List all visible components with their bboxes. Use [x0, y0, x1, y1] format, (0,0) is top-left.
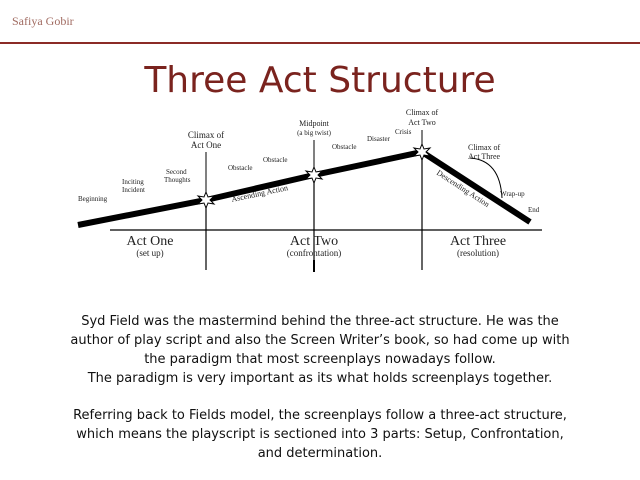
act-three-sub: (resolution) — [457, 248, 499, 258]
label-climax2-2: Act Two — [408, 118, 436, 127]
label-descending: Descending Action — [434, 168, 492, 209]
label-climax1-1: Climax of — [187, 130, 225, 140]
act-one-name: Act One — [126, 234, 174, 249]
label-beginning: Beginning — [78, 195, 108, 203]
label-disaster: Disaster — [367, 135, 390, 143]
three-act-diagram — [70, 100, 550, 280]
model-line: which means the playscript is sectioned into 3 parts: Setup, Confrontation, — [76, 427, 564, 442]
header-divider — [0, 42, 640, 44]
author-name: Safiya Gobir — [12, 14, 74, 28]
label-obstacle-b: Obstacle — [263, 156, 288, 164]
intro-line: The paradigm is very important as its what holds screenplays together. — [87, 371, 553, 386]
label-climax3-2: Act Three — [468, 152, 501, 161]
label-obstacle-a: Obstacle — [228, 164, 253, 172]
model-line: Referring back to Fields model, the screenplays follow a three-act structure, — [73, 408, 567, 423]
label-ascending: Ascending Action — [230, 183, 289, 204]
label-climax1-2: Act One — [190, 140, 222, 150]
act-two-sub: (confrontation) — [286, 248, 342, 258]
slide-title: Three Act Structure — [144, 60, 496, 101]
act-two-name: Act Two — [289, 234, 339, 249]
intro-line: author of play script and also the Screen Writer’s book, so had come up with — [70, 333, 570, 348]
label-second-1: Second — [166, 168, 187, 176]
label-midpoint-2: (a big twist) — [297, 129, 331, 137]
label-climax3-1: Climax of — [468, 143, 501, 152]
label-inciting-2: Incident — [122, 186, 145, 194]
model-line: and determination. — [257, 446, 383, 461]
act-three-name: Act Three — [449, 234, 507, 249]
model-paragraph — [40, 406, 600, 463]
label-obstacle-c: Obstacle — [332, 143, 357, 151]
intro-line: the paradigm that most screenplays nowadays follow. — [144, 352, 496, 367]
label-climax2-1: Climax of — [405, 108, 439, 117]
intro-paragraph — [40, 312, 600, 388]
label-inciting-1: Inciting — [122, 178, 144, 186]
label-midpoint-1: Midpoint — [299, 119, 329, 128]
label-end: End — [528, 206, 540, 214]
intro-line: Syd Field was the mastermind behind the three-act structure. He was the — [81, 314, 559, 329]
label-crisis: Crisis — [395, 128, 412, 136]
act-one-sub: (set up) — [136, 248, 164, 258]
label-second-2: Thoughts — [164, 176, 191, 184]
label-wrapup: Wrap-up — [500, 190, 525, 198]
